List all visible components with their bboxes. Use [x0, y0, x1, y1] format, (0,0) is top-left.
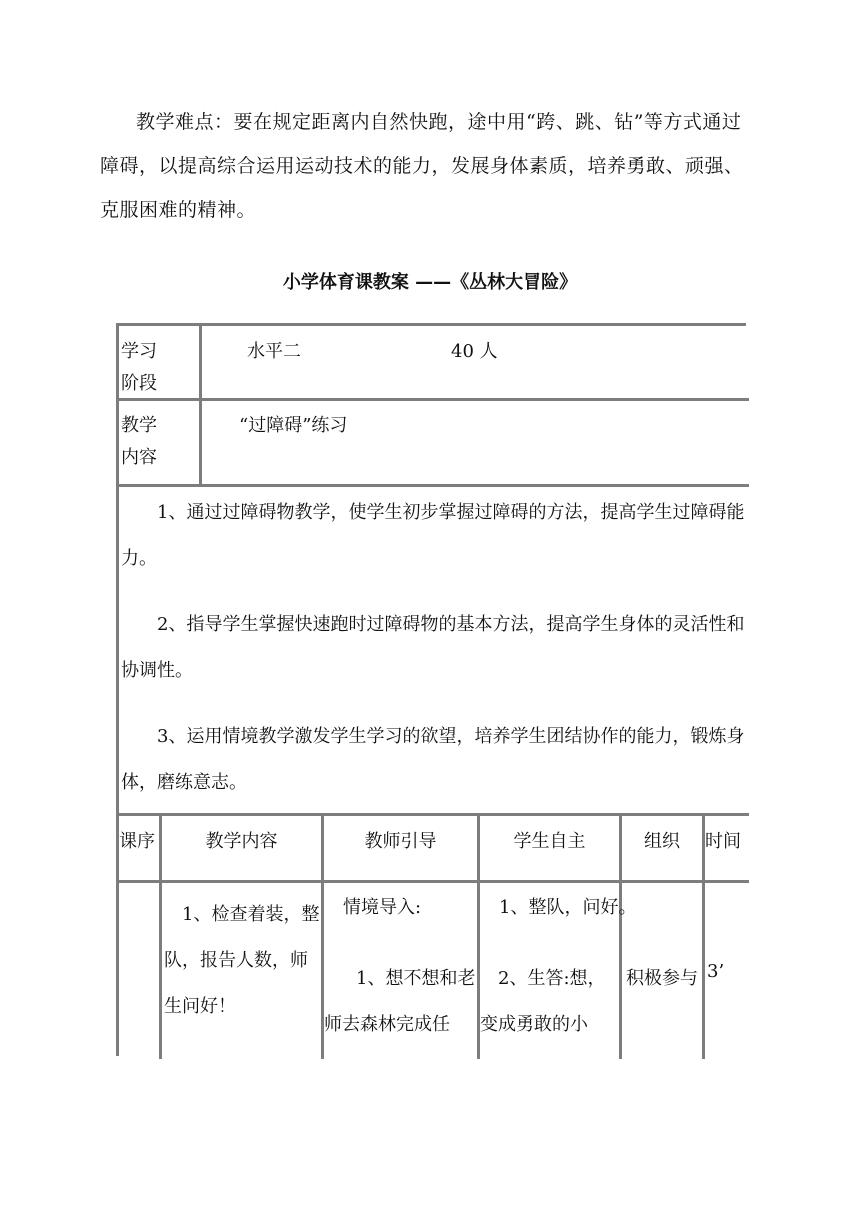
objective-item: 1、通过过障碍物教学，使学生初步掌握过障碍的方法，提高学生过障碍能力。: [121, 502, 745, 569]
objective-item: 2、指导学生掌握快速跑时过障碍物的基本方法，提高学生身体的灵活性和协调性。: [121, 614, 745, 681]
row-divider: [119, 880, 749, 883]
row1-time: 3’: [707, 961, 725, 982]
header-teacher: 教师引导: [364, 831, 437, 852]
row1-student-greet: 1、整队，问好。: [499, 897, 637, 918]
header-order: 课序: [119, 831, 155, 852]
content-value: “过障碍”练习: [239, 415, 348, 436]
row1-organization: 积极参与: [626, 968, 698, 989]
header-time: 时间: [705, 831, 741, 852]
student-count: 40 人: [451, 341, 498, 362]
header-content: 教学内容: [205, 831, 278, 852]
row-divider: [119, 484, 749, 487]
row1-content: 1、检查着装，整队，报告人数，师生问好！: [164, 904, 320, 1017]
row-divider: [119, 398, 749, 401]
column-divider: [199, 326, 202, 487]
stage-value: 水平二: [247, 341, 301, 362]
row1-teacher-intro: 情境导入:: [343, 897, 422, 918]
row1-student-answer: 2、生答:想，变成勇敢的小: [480, 968, 606, 1035]
header-organization: 组织: [644, 831, 680, 852]
row1-teacher-question: 1、想不想和老师去森林完成任: [324, 968, 476, 1035]
header-student: 学生自主: [513, 831, 586, 852]
content-label: 教学内容: [121, 415, 157, 468]
teaching-difficulty-paragraph: 教学难点：要在规定距离内自然快跑，途中用“跨、跳、钻”等方式通过障碍，以提高综合运用运动技术的能力，发展身体素质，培养勇敢、顽强、克服困难的精神。: [100, 111, 744, 221]
objectives-cell: [121, 490, 747, 826]
lesson-title: 小学体育课教案 ——《丛林大冒险》: [282, 272, 578, 293]
lesson-plan-table: [116, 323, 746, 1056]
stage-label: 学习阶段: [121, 341, 157, 394]
objective-item: 3、运用情境教学激发学生学习的欲望，培养学生团结协作的能力，锻炼身体，磨练意志。: [121, 726, 745, 793]
